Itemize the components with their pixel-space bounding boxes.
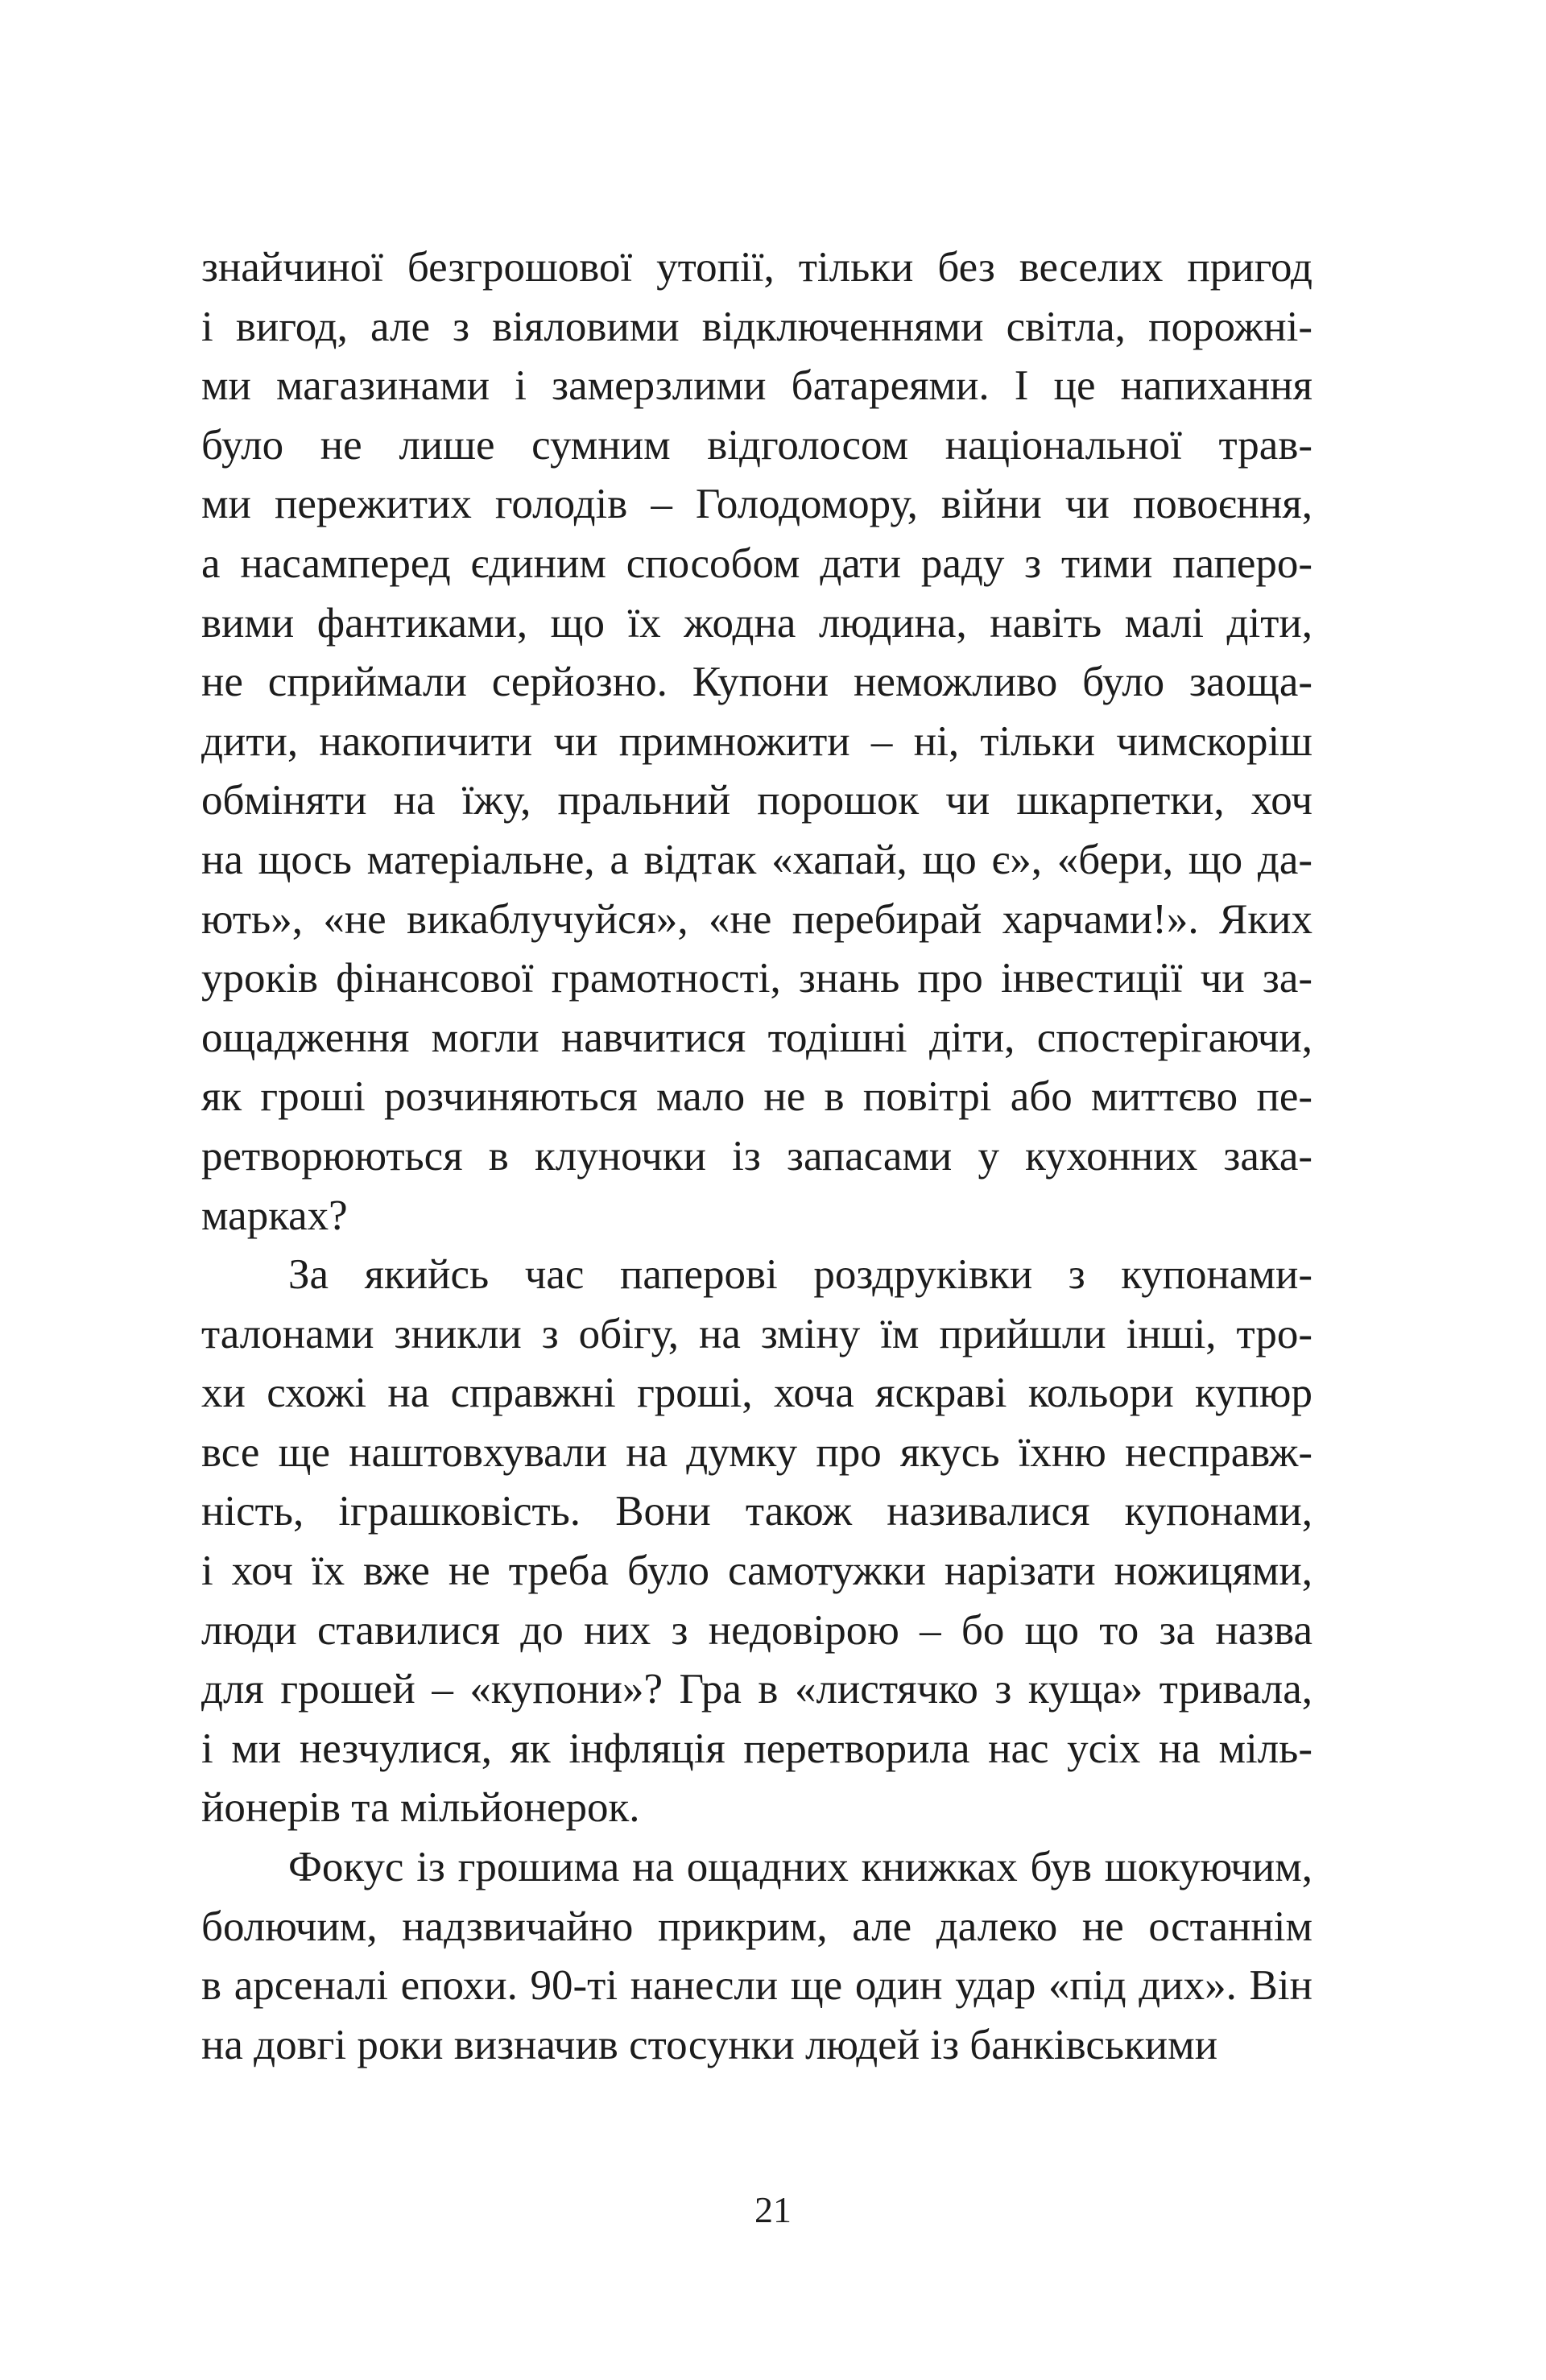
- text-line: люди ставилися до них з недовірою – бо що то за назва: [201, 1606, 1312, 1654]
- text-line: на щось матеріальне, а відтак «хапай, що є», «бери, що да-: [201, 836, 1312, 883]
- text-line: і ми незчулися, як інфляція перетворила нас усіх на міль-: [201, 1725, 1312, 1772]
- text-line: в арсеналі епохи. 90-ті нанесли ще один удар «під дих». Він: [201, 1962, 1312, 2010]
- text-line: ретворюються в клуночки із запасами у кухонних зака-: [201, 1132, 1312, 1180]
- text-line: а насамперед єдиним способом дати раду з тими паперо-: [201, 539, 1312, 587]
- text-line: на довгі роки визначив стосунки людей із банківськими: [201, 2021, 1218, 2068]
- text-line: уроків фінансової грамотності, знань про інвестиції чи за-: [201, 955, 1312, 1002]
- text-line: ощадження могли навчитися тодішні діти, спостерігаючи,: [201, 1014, 1312, 1061]
- text-line: Фокус із грошима на ощадних книжках був шокуючим,: [288, 1844, 1312, 1891]
- paragraph: [201, 1246, 1312, 1838]
- text-line: було не лише сумним відголосом національної трав-: [201, 421, 1312, 469]
- text-line: все ще наштовхували на думку про якусь їхню несправж-: [201, 1428, 1312, 1476]
- text-line: ми пережитих голодів – Голодомору, війни чи повоєння,: [201, 481, 1312, 528]
- text-line: обміняти на їжу, пральний порошок чи шкарпетки, хоч: [201, 777, 1312, 824]
- text-line: хи схожі на справжні гроші, хоча яскраві кольори купюр: [201, 1370, 1312, 1417]
- text-line: болючим, надзвичайно прикрим, але далеко не останнім: [201, 1903, 1312, 1950]
- book-page-text: [201, 238, 1312, 2075]
- text-line: ми магазинами і замерзлими батареями. І це напихання: [201, 362, 1312, 410]
- text-line: не сприймали серйозно. Купони неможливо було заоща-: [201, 659, 1312, 706]
- text-line: і вигод, але з віяловими відключеннями світла, порожні-: [201, 303, 1312, 350]
- text-line: для грошей – «купони»? Гра в «листячко з куща» тривала,: [201, 1666, 1312, 1713]
- text-line: як гроші розчиняються мало не в повітрі або миттєво пе-: [201, 1073, 1312, 1121]
- text-line: ність, іграшковість. Вони також називалися купонами,: [201, 1488, 1312, 1535]
- text-line: За якийсь час паперові роздруківки з купонами-: [288, 1251, 1312, 1299]
- text-line: дити, накопичити чи примножити – ні, тільки чимскоріш: [201, 717, 1312, 765]
- text-line: талонами зникли з обігу, на зміну їм прийшли інші, тро-: [201, 1310, 1312, 1357]
- text-line: йонерів та мільйонерок.: [201, 1784, 640, 1832]
- text-line: знайчиної безгрошової утопії, тільки без веселих пригод: [201, 244, 1312, 291]
- text-line: і хоч їх вже не треба було самотужки нарізати ножицями,: [201, 1547, 1312, 1595]
- text-line: марках?: [201, 1192, 348, 1239]
- text-line: ють», «не викаблучуйся», «не перебирай харчами!». Яких: [201, 895, 1312, 943]
- paragraph: [201, 238, 1312, 1246]
- page-number: 21: [754, 2189, 792, 2230]
- text-line: вими фантиками, що їх жодна людина, навіть малі діти,: [201, 599, 1312, 647]
- paragraph: [201, 1838, 1312, 2075]
